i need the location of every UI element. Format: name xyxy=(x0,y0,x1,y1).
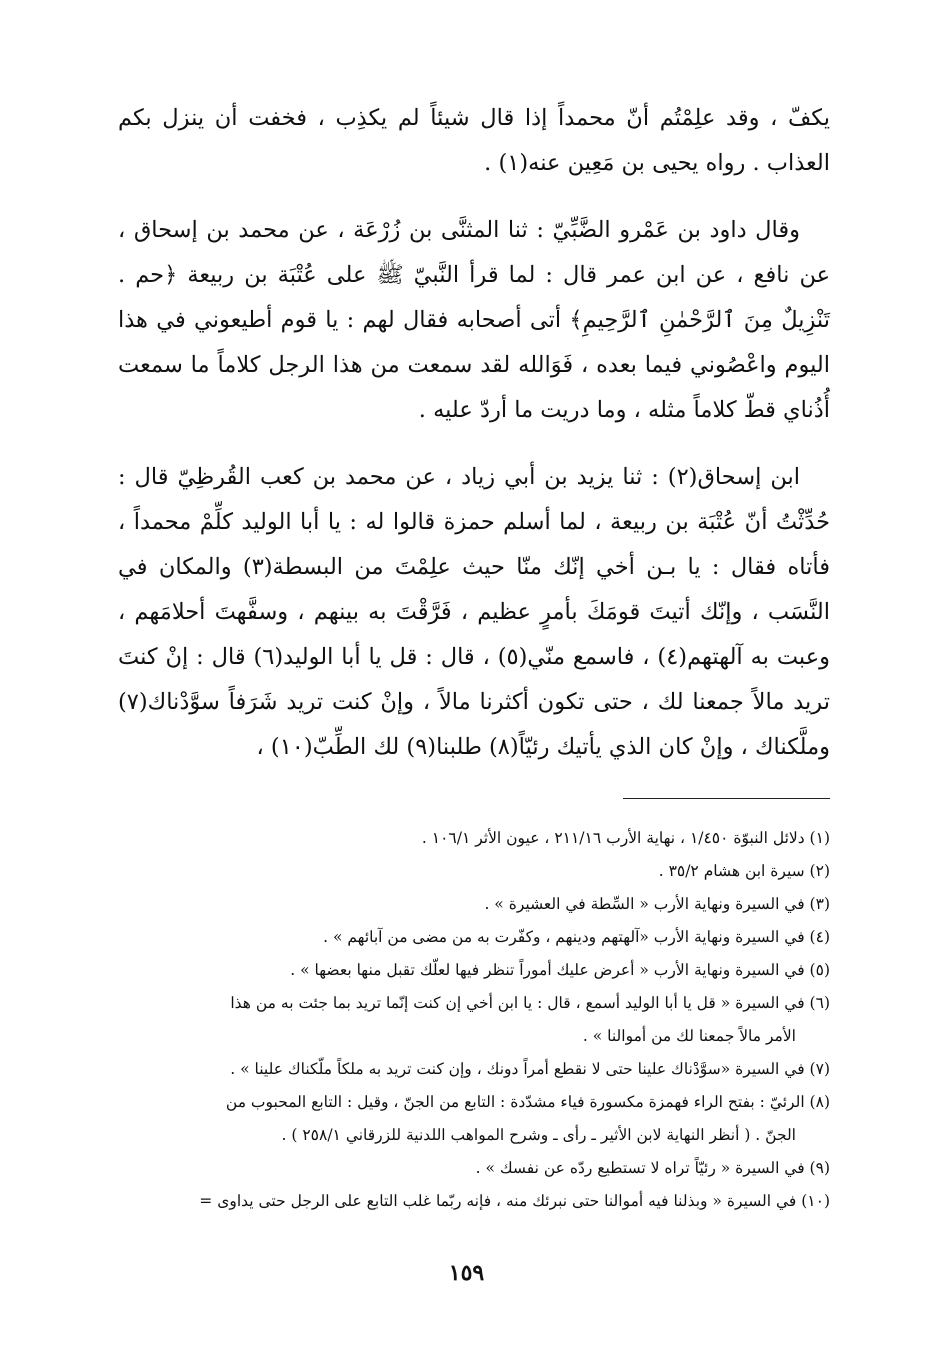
footnote-3: (٣) في السيرة ونهاية الأرب « السِّطة في العشيرة » . xyxy=(484,895,830,913)
footnote-2: (٢) سيرة ابن هشام ٣٥/٢ . xyxy=(658,862,830,880)
paragraph-3-text: ابن إسحاق(٢) : ثنا يزيد بن أبي زياد ، عن محمد بن كعب القُرظِيّ قال : حُدِّثْتُ أنّ عُتْبَة بن ربيعة ، لما أسلم حمزة قالوا له : يا أبا الوليد كلِّمْ محمداً ، فأتاه فقال : يا بـن أخي إنّك منّا حيث علِمْتَ من البسطة(٣) والمكان في النَّسَب ، وإنّك أتيتَ قومَكَ بأمرٍ عظيم ، فَرَّقْتَ به بينهم ، وسفَّهتَ أحلامَهم ، وعبت به آلهتهم(٤) ، فاسمع منّي(٥) ، قال : قل يا أبا الوليد(٦) قال : إنْ كنتَ تريد مالاً جمعنا لك ، حتى تكون أكثرنا مالاً ، وإنْ كنت تريد شَرَفاً سوَّدْناك(٧) وملَّكناك ، وإنْ كان الذي يأتيك رئيّاً(٨) طلبنا(٩) لك الطِّبّ(١٠) ، xyxy=(118,464,830,760)
paragraph-1: يكفّ ، وقد علِمْتُم أنّ محمداً إذا قال شيئاً لم يكذِب ، فخفت أن ينزل بكم العذاب . رواه يحيى بن مَعِين عنه(١) . xyxy=(118,105,830,176)
footnote-10: (١٠) في السيرة « وبذلنا فيه أموالنا حتى نبرئك منه ، فإنه ربّما غلب التابع على الرجل حتى يداوى = xyxy=(199,1192,830,1210)
footnote-6: (٦) في السيرة « قل يا أبا الوليد أسمع ، قال : يا ابن أخي إن كنت إنّما تريد بما جئت به من هذا xyxy=(230,994,830,1012)
footnote-separator xyxy=(623,798,830,799)
paragraph-3 xyxy=(118,455,830,770)
footnote-8-continued: الجنّ . ( أنظر النهاية لابن الأثير ـ رأى ـ وشرح المواهب اللدنية للزرقاني ٢٥٨/١ ) . xyxy=(281,1126,796,1144)
footnote-4: (٤) في السيرة ونهاية الأرب «آلهتهم ودينهم ، وكفّرت به من مضى من آبائهم » . xyxy=(323,928,830,946)
paragraph-2-text: وقال داود بن عَمْرو الضَّبِّيّ : ثنا المثنَّى بن زُرْعَة ، عن محمد بن إسحاق ، عن نافع ، عن ابن عمر قال : لما قرأ النَّبيّ ﷺ على عُتْبَة بن ربيعة ﴿حم . تَنْزِيلٌ مِنَ ٱلرَّحْمٰنِ ٱلرَّحِيمِ﴾ أتى أصحابه فقال لهم : يا قوم أطيعوني في هذا اليوم واعْصُوني فيما بعده ، فَوَالله لقد سمعت من هذا الرجل كلاماً ما سمعت أُذُناي قطّ كلاماً مثله ، وما دريت ما أردّ عليه . xyxy=(118,217,830,423)
paragraph-2 xyxy=(118,208,830,433)
footnote-6-continued: الأمر مالاً جمعنا لك من أموالنا » . xyxy=(582,1027,796,1045)
footnotes xyxy=(130,822,830,1218)
footnote-7: (٧) في السيرة «سوَّدْناك علينا حتى لا نقطع أمراً دونك ، وإن كنت تريد به ملكاً ملّكناك علينا » . xyxy=(230,1060,830,1078)
page-number: ١٥٩ xyxy=(448,1260,485,1286)
footnote-8: (٨) الرئيّ : بفتح الراء فهمزة مكسورة فياء مشدّدة : التابع من الجنّ ، وقيل : التابع المحبوب من xyxy=(225,1093,830,1111)
footnote-1: (١) دلائل النبوّة ١/٤٥٠ ، نهاية الأرب ٢١١/١٦ ، عيون الأثر ١٠٦/١ . xyxy=(421,829,830,847)
footnote-5: (٥) في السيرة ونهاية الأرب « أعرض عليك أموراً تنظر فيها لعلّك تقبل منها بعضها » . xyxy=(290,961,830,979)
main-text xyxy=(118,96,830,770)
footnote-9: (٩) في السيرة « رئيّاً تراه لا تستطيع ردّه عن نفسك » . xyxy=(475,1159,830,1177)
